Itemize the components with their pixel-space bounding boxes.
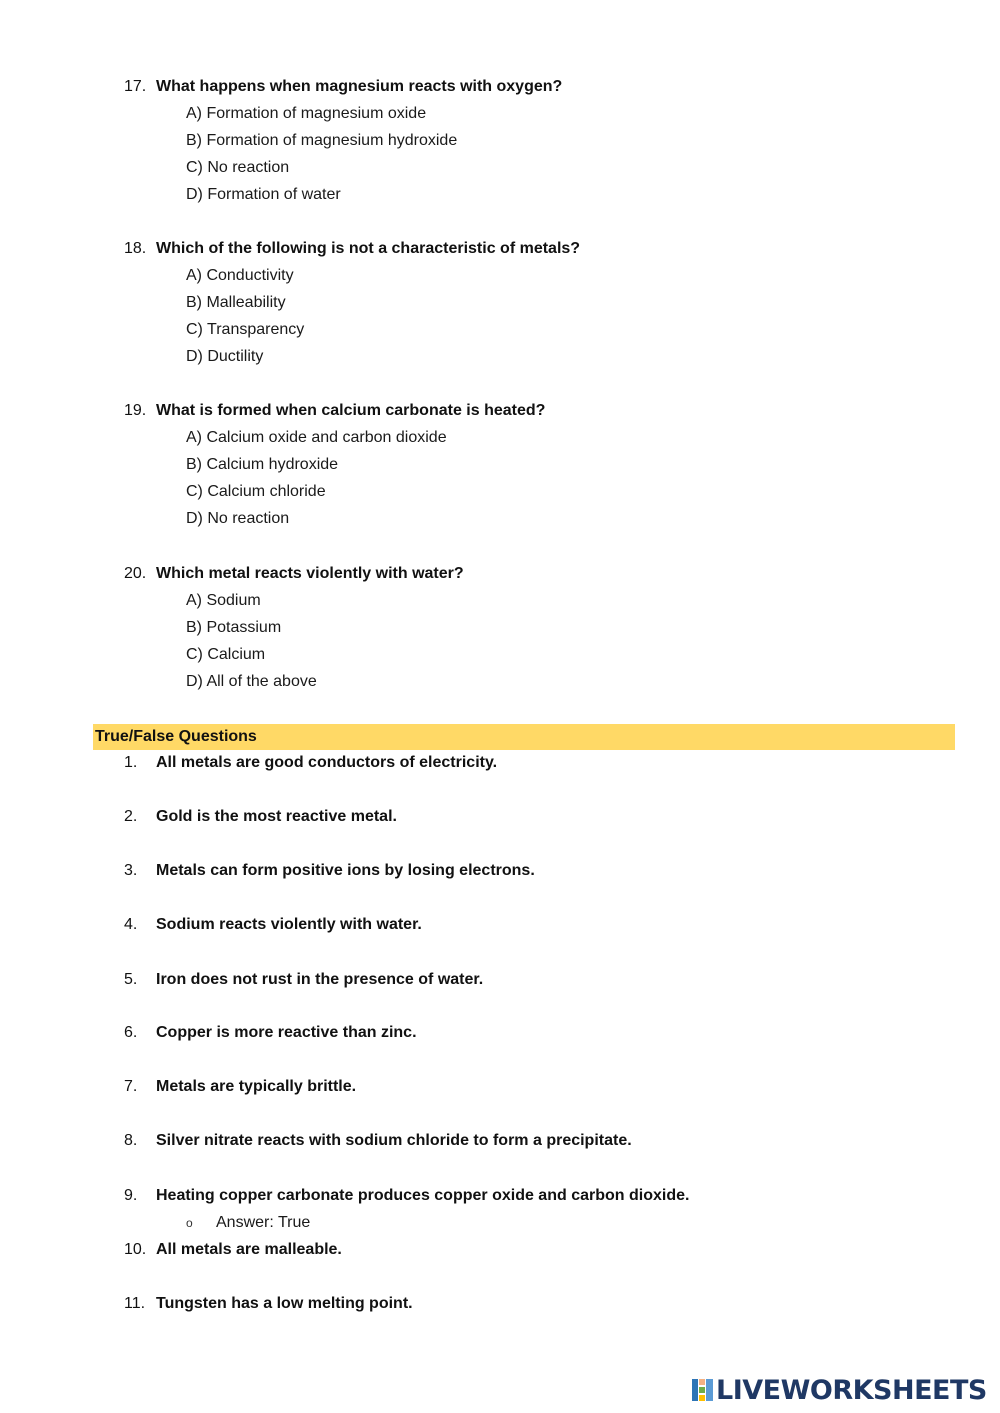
question-text: What is formed when calcium carbonate is heated? bbox=[156, 402, 546, 419]
tf-statement: Silver nitrate reacts with sodium chloride to form a precipitate. bbox=[156, 1132, 632, 1149]
tf-number: 5. bbox=[124, 971, 138, 988]
true-false-section-header bbox=[93, 724, 955, 750]
question-number: 18. bbox=[124, 240, 147, 257]
answer-option[interactable]: D) Formation of water bbox=[186, 186, 341, 203]
question-text: Which of the following is not a characteristic of metals? bbox=[156, 240, 581, 257]
answer-option[interactable]: D) All of the above bbox=[186, 673, 317, 690]
question-text: Which metal reacts violently with water? bbox=[156, 565, 464, 582]
answer-option[interactable]: D) No reaction bbox=[186, 510, 290, 527]
answer-option[interactable]: C) Calcium chloride bbox=[186, 483, 326, 500]
section-title: True/False Questions bbox=[95, 728, 257, 745]
answer-option[interactable]: B) Calcium hydroxide bbox=[186, 456, 339, 473]
tf-number: 1. bbox=[124, 754, 138, 771]
answer-option[interactable]: D) Ductility bbox=[186, 348, 264, 365]
tf-statement: Copper is more reactive than zinc. bbox=[156, 1024, 417, 1041]
tf-number: 2. bbox=[124, 808, 138, 825]
logo-text: LIVEWORKSHEETS bbox=[716, 1374, 987, 1406]
liveworksheets-logo bbox=[692, 1375, 987, 1405]
answer-bullet: o bbox=[186, 1216, 193, 1230]
answer-option[interactable]: B) Formation of magnesium hydroxide bbox=[186, 132, 458, 149]
answer-option[interactable]: C) No reaction bbox=[186, 159, 290, 176]
answer-option[interactable]: B) Potassium bbox=[186, 619, 282, 636]
tf-statement: Heating copper carbonate produces copper oxide and carbon dioxide. bbox=[156, 1187, 690, 1204]
question-number: 19. bbox=[124, 402, 147, 419]
answer-option[interactable]: A) Formation of magnesium oxide bbox=[186, 105, 427, 122]
tf-number: 11. bbox=[124, 1295, 146, 1312]
tf-number: 8. bbox=[124, 1132, 138, 1149]
answer-option[interactable]: A) Conductivity bbox=[186, 267, 294, 284]
question-number: 17. bbox=[124, 78, 147, 95]
answer-option[interactable]: A) Calcium oxide and carbon dioxide bbox=[186, 429, 447, 446]
answer-option[interactable]: C) Transparency bbox=[186, 321, 305, 338]
tf-number: 4. bbox=[124, 916, 138, 933]
tf-statement: Tungsten has a low melting point. bbox=[156, 1295, 413, 1312]
tf-statement: All metals are malleable. bbox=[156, 1241, 342, 1258]
answer-option[interactable]: A) Sodium bbox=[186, 592, 261, 609]
tf-statement: All metals are good conductors of electricity. bbox=[156, 754, 498, 771]
question-number: 20. bbox=[124, 565, 147, 582]
tf-statement: Metals can form positive ions by losing electrons. bbox=[156, 862, 535, 879]
tf-number: 10. bbox=[124, 1241, 147, 1258]
tf-number: 6. bbox=[124, 1024, 138, 1041]
tf-statement: Iron does not rust in the presence of water. bbox=[156, 971, 484, 988]
tf-statement: Metals are typically brittle. bbox=[156, 1078, 357, 1095]
liveworksheets-logo-icon bbox=[692, 1378, 714, 1402]
tf-statement: Sodium reacts violently with water. bbox=[156, 916, 422, 933]
tf-number: 3. bbox=[124, 862, 138, 879]
answer-option[interactable]: B) Malleability bbox=[186, 294, 286, 311]
question-text: What happens when magnesium reacts with oxygen? bbox=[156, 78, 563, 95]
tf-statement: Gold is the most reactive metal. bbox=[156, 808, 397, 825]
answer-option[interactable]: C) Calcium bbox=[186, 646, 266, 663]
tf-number: 9. bbox=[124, 1187, 138, 1204]
answer-text: Answer: True bbox=[216, 1214, 311, 1231]
tf-number: 7. bbox=[124, 1078, 138, 1095]
